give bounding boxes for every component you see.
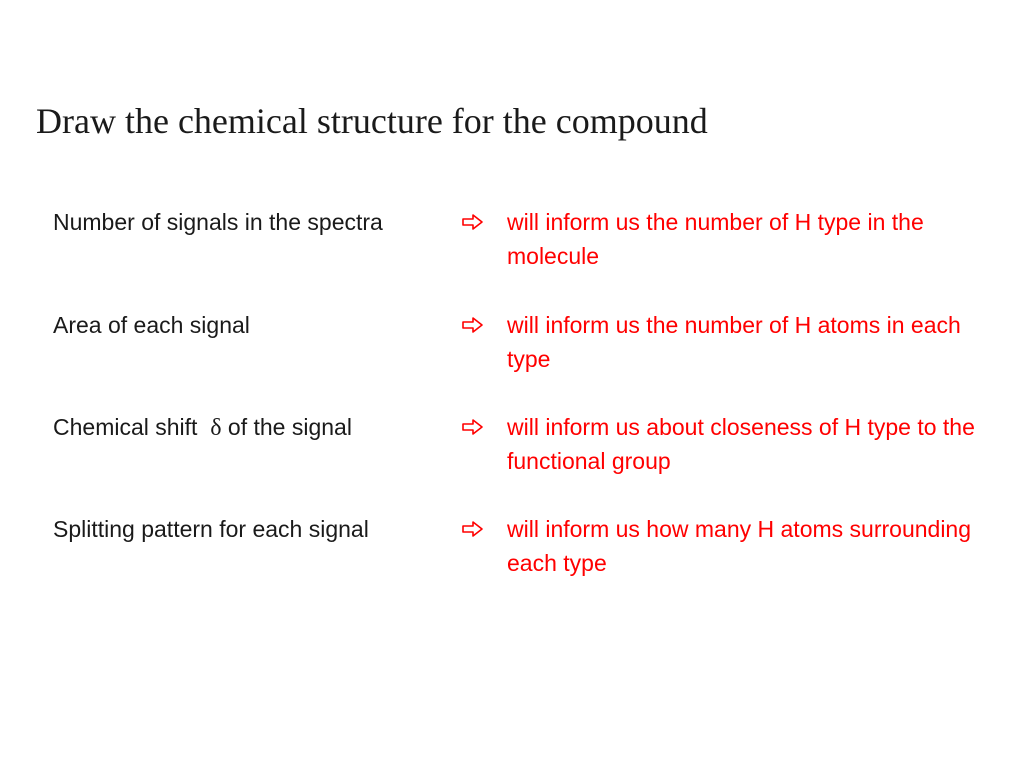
term-label: Area of each signal [53, 312, 250, 338]
description-text: will inform us how many H atoms surrounding each type [507, 516, 972, 576]
description-text: will inform us about closeness of H type to the functional group [507, 414, 975, 474]
term-label: Number of signals in the spectra [53, 209, 383, 235]
right-arrow-icon [462, 418, 484, 436]
delta-symbol: δ [210, 415, 222, 441]
term-text-before: Chemical shift [53, 414, 198, 440]
slide-title: Draw the chemical structure for the compound [36, 101, 708, 141]
right-arrow-icon [462, 520, 484, 538]
description-text: will inform us the number of H atoms in each type [507, 312, 961, 372]
term-label [53, 410, 352, 445]
term-label: Splitting pattern for each signal [53, 516, 369, 542]
term-text-after: of the signal [227, 414, 352, 440]
right-arrow-icon [462, 213, 484, 231]
description-text: will inform us the number of H type in the molecule [507, 209, 924, 269]
right-arrow-icon [462, 316, 484, 334]
